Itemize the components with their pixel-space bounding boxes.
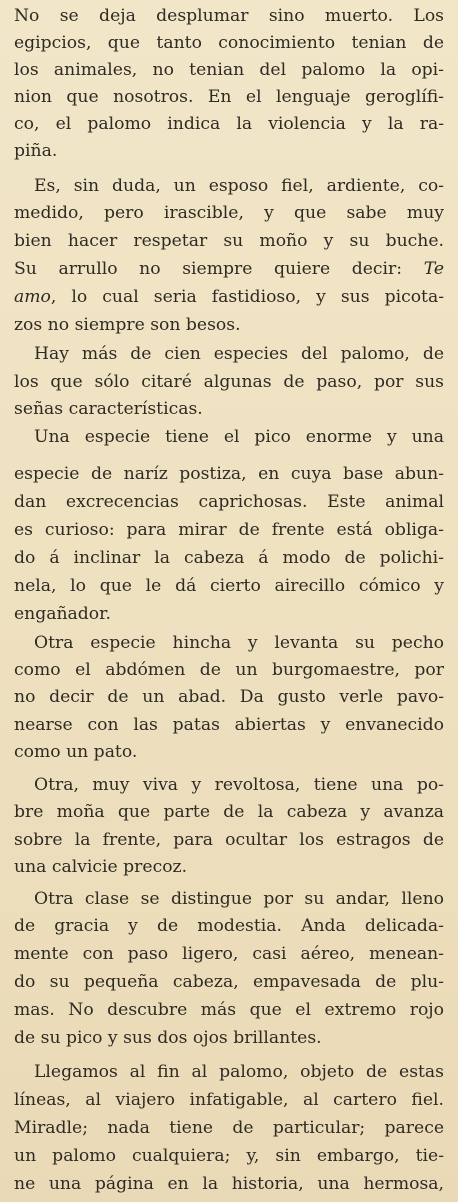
- text-line: Otra clase se distingue por su andar, lleno: [34, 889, 444, 909]
- italic-phrase: amo: [14, 287, 51, 307]
- text-line: Otra, muy viva y revoltosa, tiene una po-: [34, 775, 444, 795]
- text-line: sobre la frente, para ocultar los estragos de: [14, 830, 444, 850]
- text-line: nela, lo que le dá cierto airecillo cómico y: [14, 576, 444, 596]
- text-line: como un pato.: [14, 742, 138, 762]
- text-line: Otra especie hincha y levanta su pecho: [34, 633, 444, 653]
- text-line: los animales, no tenian del palomo la opi-: [14, 60, 444, 80]
- text-line: zos no siempre son besos.: [14, 315, 241, 335]
- text-line: Es, sin duda, un esposo fiel, ardiente, co-: [34, 176, 444, 196]
- text-span: , lo cual seria fastidioso, y sus picota-: [50, 287, 444, 307]
- text-line: señas características.: [14, 399, 203, 419]
- text-line: dan excrecencias caprichosas. Este animal: [14, 492, 444, 512]
- text-line: una calvicie precoz.: [14, 857, 188, 877]
- text-line: Llegamos al fin al palomo, objeto de estas: [34, 1062, 444, 1082]
- text-line: un palomo cualquiera; y, sin embargo, tie-: [14, 1146, 444, 1166]
- text-line: de gracia y de modestia. Anda delicada-: [14, 916, 444, 936]
- text-line-with-italic: [14, 255, 444, 283]
- text-line: mente con paso ligero, casi aéreo, menean-: [14, 944, 444, 964]
- text-line: do á inclinar la cabeza á modo de polichi-: [14, 548, 444, 568]
- text-line: medido, pero irascible, y que sabe muy: [14, 203, 444, 223]
- text-line: piña.: [14, 141, 58, 161]
- text-line: como el abdómen de un burgomaestre, por: [14, 660, 444, 680]
- text-span: Su arrullo no siempre quiere decir:: [14, 259, 403, 279]
- text-line: co, el palomo indica la violencia y la ra-: [14, 114, 444, 134]
- text-line: ne una página en la historia, una hermosa,: [14, 1174, 444, 1194]
- text-line: Hay más de cien especies del palomo, de: [34, 344, 444, 364]
- text-line: [14, 283, 444, 311]
- text-line: Una especie tiene el pico enorme y una: [34, 427, 444, 447]
- text-line: engañador.: [14, 604, 111, 624]
- text-line: mas. No descubre más que el extremo rojo: [14, 1000, 444, 1020]
- text-line: nearse con las patas abiertas y envanecido: [14, 715, 444, 735]
- text-line: nion que nosotros. En el lenguaje geroglífi-: [14, 87, 444, 107]
- text-line: de su pico y sus dos ojos brillantes.: [14, 1028, 322, 1048]
- text-line: do su pequeña cabeza, empavesada de plu-: [14, 972, 444, 992]
- italic-phrase: Te: [423, 259, 444, 279]
- text-line: no decir de un abad. Da gusto verle pavo-: [14, 687, 444, 707]
- text-line: egipcios, que tanto conocimiento tenian de: [14, 33, 444, 53]
- text-line: líneas, al viajero infatigable, al cartero fiel.: [14, 1090, 444, 1110]
- text-line: los que sólo citaré algunas de paso, por sus: [14, 372, 444, 392]
- text-line: bien hacer respetar su moño y su buche.: [14, 231, 444, 251]
- text-line: especie de naríz postiza, en cuya base abun-: [14, 464, 444, 484]
- text-line: bre moña que parte de la cabeza y avanza: [14, 802, 444, 822]
- text-line: es curioso: para mirar de frente está obliga-: [14, 520, 444, 540]
- text-line: No se deja desplumar sino muerto. Los: [14, 6, 444, 26]
- text-line: Miradle; nada tiene de particular; parece: [14, 1118, 444, 1138]
